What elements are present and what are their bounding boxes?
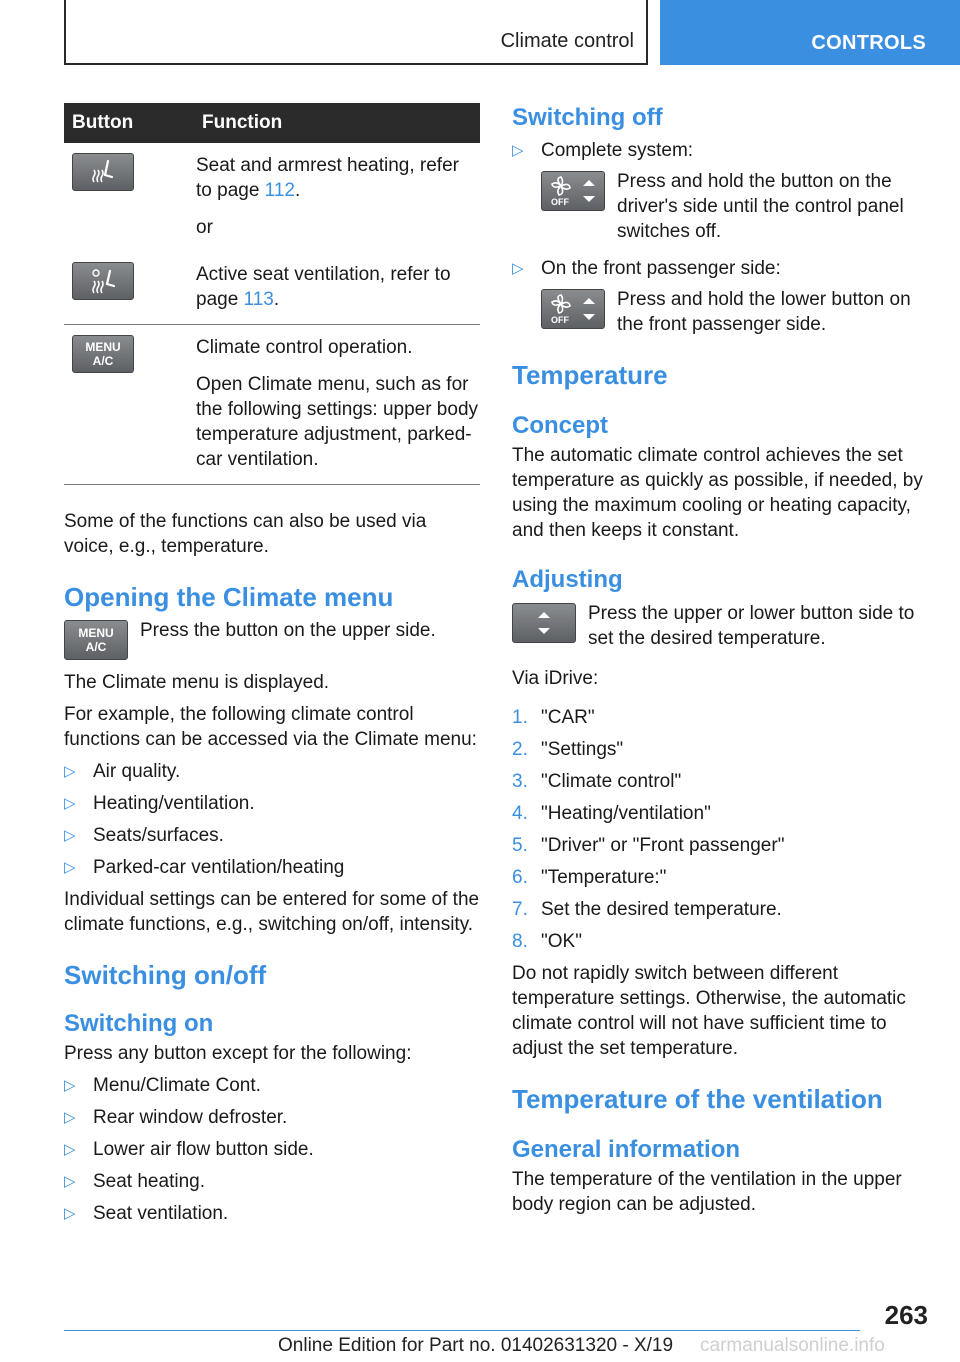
example-text: For example, the following climate control functions can be accessed via the Climate menu: xyxy=(64,704,477,750)
section-title: CONTROLS xyxy=(811,32,926,54)
table-row xyxy=(64,143,480,252)
bullet-triangle-icon: ▷ xyxy=(64,795,76,812)
row-text: Open Climate menu, such as for the following settings: upper body temperature adjustment, parked-car ventilation. xyxy=(196,374,479,470)
heading-concept: Concept xyxy=(512,412,608,439)
list-item: ▷ Heating/ventilation. xyxy=(64,793,255,814)
general-text: The temperature of the ventilation in the upper body region can be adjusted. xyxy=(512,1169,902,1215)
bullet-triangle-icon: ▷ xyxy=(64,859,76,876)
row-text: Active seat ventilation, refer to page 113. xyxy=(196,264,451,310)
list-item: ▷ Lower air flow button side. xyxy=(64,1139,314,1160)
heading-switching-on-off: Switching on/off xyxy=(64,960,267,990)
or-text: or xyxy=(196,217,213,238)
list-item: 5. "Driver" or "Front passenger" xyxy=(512,835,785,856)
individual-settings-text: Individual settings can be entered for some of the climate functions, e.g., switching on/off, intensity. xyxy=(64,889,480,935)
heading-general-information: General information xyxy=(512,1136,741,1163)
bullet-triangle-icon: ▷ xyxy=(64,827,76,844)
bullet-triangle-icon: ▷ xyxy=(64,1173,76,1190)
list-item: 1. "CAR" xyxy=(512,707,595,728)
list-item: ▷ Seat heating. xyxy=(64,1171,205,1192)
press-upper-paragraph: MENU A/C Press the button on the upper side. xyxy=(64,618,480,660)
list-item: ▷ Complete system: OFF Press and hold the button on the driver's side until the control panel switches off. xyxy=(512,140,904,242)
bullet-triangle-icon: ▷ xyxy=(64,763,76,780)
switch-off-list xyxy=(512,138,932,337)
list-item: ▷ Seats/surfaces. xyxy=(64,825,224,846)
list-item: ▷ Menu/Climate Cont. xyxy=(64,1075,261,1096)
menu-items-list xyxy=(64,759,480,880)
header-section-box xyxy=(660,0,960,65)
list-item: ▷ Air quality. xyxy=(64,761,181,782)
concept-text: The automatic climate control achieves the set temperature as quickly as possible, if needed, by using the maximum cooling or heating capacity, and then keeps it constant. xyxy=(512,445,923,541)
bullet-triangle-icon: ▷ xyxy=(512,260,524,277)
chapter-title: Climate control xyxy=(500,30,634,52)
heading-temperature-ventilation: Temperature of the ventilation xyxy=(512,1084,883,1114)
via-idrive-text: Via iDrive: xyxy=(512,668,599,689)
button-function-table xyxy=(64,103,480,485)
heading-opening-climate-menu: Opening the Climate menu xyxy=(64,582,394,612)
svg-text:OFF: OFF xyxy=(551,197,569,207)
list-item: 3. "Climate control" xyxy=(512,771,682,792)
table-row xyxy=(64,325,480,485)
row-text: Seat and armrest heating, refer to page 112. xyxy=(196,155,459,201)
idrive-steps-list xyxy=(512,705,932,954)
list-item: 6. "Temperature:" xyxy=(512,867,667,888)
fan-off-button-icon xyxy=(541,171,605,211)
up-down-arrows-button-icon xyxy=(512,603,576,643)
right-column xyxy=(512,103,932,1217)
bullet-triangle-icon: ▷ xyxy=(512,142,524,159)
page-link-113[interactable]: 113 xyxy=(243,289,274,310)
list-item: ▷ Parked-car ventilation/heating xyxy=(64,857,345,878)
menu-ac-button-icon: MENU A/C xyxy=(72,335,134,373)
edition-text: Online Edition for Part no. 01402631320 - X/19 xyxy=(278,1335,674,1356)
heading-switching-on: Switching on xyxy=(64,1010,214,1037)
header-chapter-box xyxy=(64,0,648,65)
warning-text: Do not rapidly switch between different temperature settings. Otherwise, the automatic climate control will not have sufficient time to adjust the set temperature. xyxy=(512,963,906,1059)
table-row xyxy=(64,252,480,325)
heading-adjusting: Adjusting xyxy=(512,566,623,593)
seat-heating-button-icon xyxy=(72,153,134,191)
except-items-list xyxy=(64,1073,480,1226)
svg-text:OFF: OFF xyxy=(551,315,569,325)
footer-divider xyxy=(64,1330,860,1331)
list-item: ▷ On the front passenger side: OFF Press and hold the lower button on the front passenger side. xyxy=(512,258,911,335)
list-item: 4. "Heating/ventilation" xyxy=(512,803,711,824)
watermark-text: carmanualsonline.info xyxy=(700,1335,885,1356)
seat-ventilation-button-icon xyxy=(72,262,134,300)
fan-off-button-icon xyxy=(541,289,605,329)
table-header-function: Function xyxy=(188,103,480,143)
heading-temperature: Temperature xyxy=(512,360,668,390)
bullet-triangle-icon: ▷ xyxy=(64,1077,76,1094)
heading-switching-off: Switching off xyxy=(512,104,663,131)
intro-text: Some of the functions can also be used via voice, e.g., temperature. xyxy=(64,511,427,557)
left-column xyxy=(64,103,480,1233)
list-item: ▷ Seat ventilation. xyxy=(64,1203,229,1224)
menu-ac-button-icon: MENU A/C xyxy=(64,620,128,660)
bullet-triangle-icon: ▷ xyxy=(64,1109,76,1126)
page-number: 263 xyxy=(884,1300,928,1330)
page-link-112[interactable]: 112 xyxy=(264,180,295,201)
list-item: 7. Set the desired temperature. xyxy=(512,899,782,920)
list-item: ▷ Rear window defroster. xyxy=(64,1107,288,1128)
list-item: 2. "Settings" xyxy=(512,739,624,760)
bullet-triangle-icon: ▷ xyxy=(64,1205,76,1222)
press-any-text: Press any button except for the following: xyxy=(64,1043,412,1064)
menu-displayed-text: The Climate menu is displayed. xyxy=(64,672,330,693)
list-item: 8. "OK" xyxy=(512,931,582,952)
row-text: Climate control operation. xyxy=(196,337,413,358)
adjust-paragraph: Press the upper or lower button side to set the desired temperature. xyxy=(512,601,932,651)
bullet-triangle-icon: ▷ xyxy=(64,1141,76,1158)
table-header-button: Button xyxy=(64,103,188,143)
